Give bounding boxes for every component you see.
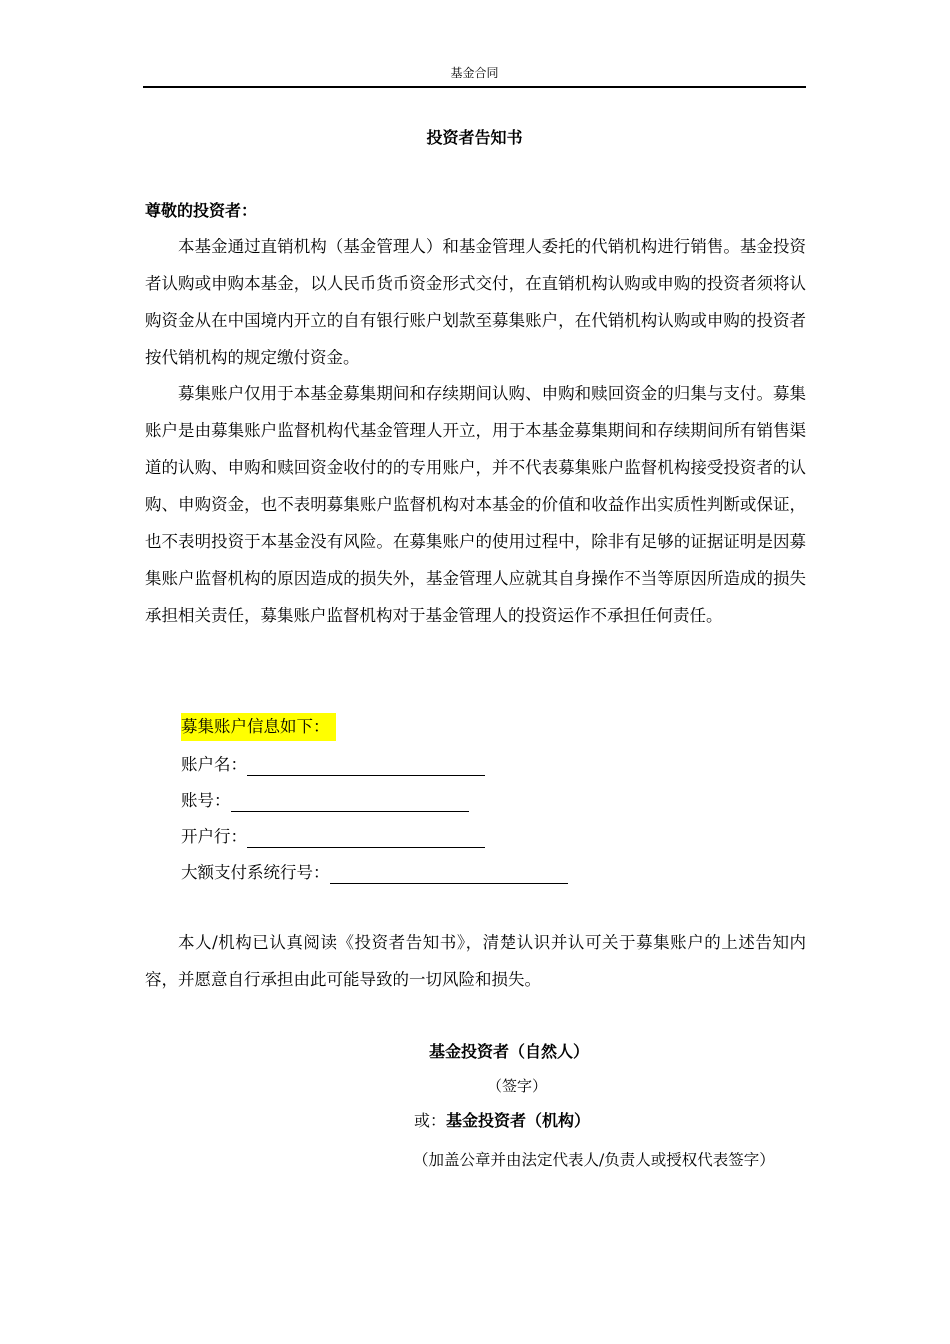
payment-system-code-row (181, 859, 568, 887)
account-name-row (181, 751, 485, 779)
paragraph-acknowledgement: 本人/机构已认真阅读《投资者告知书》，清楚认识并认可关于募集账户的上述告知内容，并愿意自行承担由此可能导致的一切风险和损失。 (145, 933, 806, 989)
account-info-heading: 募集账户信息如下： (181, 713, 336, 741)
account-number-blank[interactable] (231, 791, 469, 812)
signature-or-prefix: 或： (414, 1111, 447, 1130)
payment-system-code-label: 大额支付系统行号： (181, 863, 330, 882)
document-title: 投资者告知书 (426, 128, 523, 147)
account-name-label: 账户名： (181, 755, 247, 774)
paragraph-sales-channels: 本基金通过直销机构（基金管理人）和基金管理人委托的代销机构进行销售。基金投资者认购或申购本基金，以人民币货币资金形式交付，在直销机构认购或申购的投资者须将认购资金从在中国境内开立的自有银行账户划款至募集账户，在代销机构认购或申购的投资者按代销机构的规定缴付资金。 (145, 237, 806, 367)
signature-institution-note: （加盖公章并由法定代表人/负责人或授权代表签字） (413, 1151, 775, 1169)
paragraph-raising-account: 募集账户仅用于本基金募集期间和存续期间认购、申购和赎回资金的归集与支付。募集账户是由募集账户监督机构代基金管理人开立，用于本基金募集期间和存续期间所有销售渠道的认购、申购和赎回资金收付的的专用账户，并不代表募集账户监督机构接受投资者的认购、申购资金，也不表明募集账户监督机构对本基金的价值和收益作出实质性判断或保证，也不表明投资于本基金没有风险。在募集账户的使用过程中，除非有足够的证据证明是因募集账户监督机构的原因造成的损失外，基金管理人应就其自身操作不当等原因所造成的损失承担相关责任，募集账户监督机构对于基金管理人的投资运作不承担任何责任。 (145, 384, 806, 625)
account-name-blank[interactable] (247, 755, 485, 776)
payment-system-code-blank[interactable] (330, 863, 568, 884)
opening-bank-blank[interactable] (247, 827, 485, 848)
salutation: 尊敬的投资者： (145, 201, 258, 220)
signature-institution-label: 基金投资者（机构） (446, 1111, 591, 1130)
opening-bank-row (181, 823, 485, 851)
opening-bank-label: 开户行： (181, 827, 247, 846)
signature-individual-label: 基金投资者（自然人） (429, 1042, 590, 1061)
account-number-label: 账号： (181, 791, 231, 810)
account-number-row (181, 787, 469, 815)
signature-sign-note: （签字） (487, 1077, 548, 1095)
page-header (143, 62, 806, 88)
header-text: 基金合同 (450, 66, 499, 80)
signature-institution-line (414, 1110, 590, 1132)
